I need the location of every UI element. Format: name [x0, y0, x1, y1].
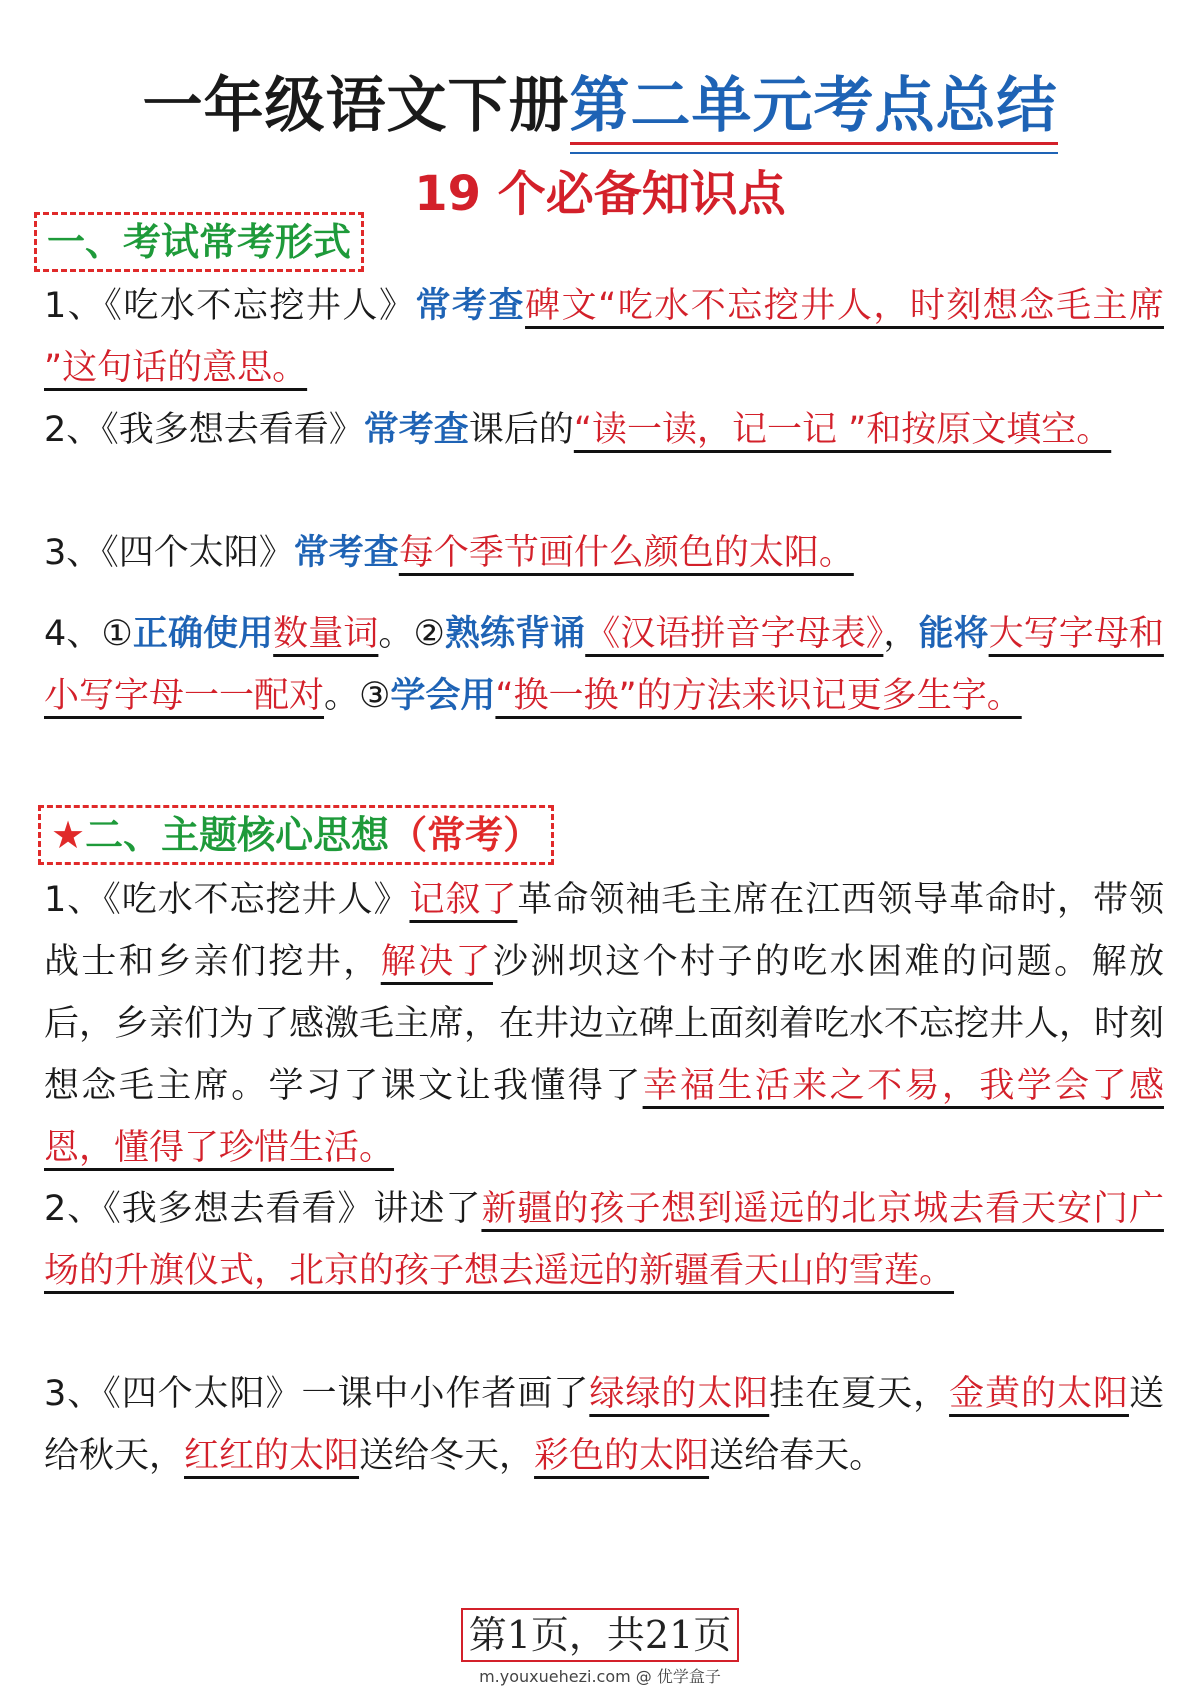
item-text: 送给秋天， [44, 1374, 1164, 1476]
item-text: 送给冬天， [359, 1436, 535, 1476]
item-text: 《吃水不忘挖井人》 [103, 880, 410, 920]
section1-item-2 [44, 399, 1164, 461]
item-answer: 彩色的太阳 [534, 1436, 710, 1476]
item-keyword: 正确使用 [132, 614, 274, 654]
item-answer: 绿绿的太阳 [589, 1374, 770, 1414]
title-part1: 一年级语文下册 [142, 71, 570, 141]
section1-heading [34, 212, 364, 272]
star-icon: ★ [51, 813, 86, 857]
item-answer: 红红的太阳 [184, 1436, 360, 1476]
section2-item-1 [44, 869, 1164, 1179]
item-text: 《吃水不忘挖井人》 [104, 286, 416, 326]
section2-heading-text: 二、主题核心思想 [85, 813, 390, 857]
item-keyword: 熟练背诵 [444, 614, 586, 654]
item-text: 《我多想去看看》 [101, 410, 364, 450]
item-keyword: 能将 [918, 614, 989, 654]
item-num: 2、 [44, 410, 102, 450]
item-num: 1、 [44, 880, 104, 920]
page-number: 第1页，共21页 [461, 1608, 740, 1662]
item-keyword: 学会用 [390, 676, 496, 716]
item-text: 送给春天。 [709, 1436, 885, 1476]
item-num: 2、 [44, 1189, 104, 1229]
item-text: 课后的 [468, 410, 574, 450]
item-keyword: 常考查 [363, 410, 469, 450]
page-footer [0, 1608, 1200, 1662]
section2-item-2 [44, 1178, 1164, 1302]
item-answer: 新疆的孩子想到遥远的北京城去看天安门广场的升旗仪式，北京的孩子想去遥远的新疆看天山的雪莲。 [44, 1189, 1164, 1291]
item-num: 4、 [44, 614, 102, 654]
item-text: 革命领袖毛主席在江西领导革命时，带领战士和乡亲们挖井， [44, 880, 1164, 982]
item-text: 。③ [324, 676, 391, 716]
item-answer: 大写字母和小写字母一一配对 [44, 614, 1164, 716]
section2-heading [38, 805, 554, 865]
item-answer: 解决了 [380, 942, 493, 982]
item-answer: 记叙了 [409, 880, 518, 920]
site-watermark: m.youxuehezi.com @ 优学盒子 [479, 1667, 721, 1686]
item-text: 《我多想去看看》讲述了 [103, 1189, 482, 1229]
item-text: 《四个太阳》一课中小作者画了 [103, 1374, 590, 1414]
item-text: 挂在夏天， [769, 1374, 950, 1414]
section1-heading-text: 一、考试常考形式 [47, 220, 352, 264]
item-text: 。② [378, 614, 445, 654]
item-answer: 碑文“吃水不忘挖井人，时刻想念毛主席 ”这句话的意思。 [44, 286, 1164, 388]
section2-item-3 [44, 1363, 1164, 1487]
section1-item-1 [44, 275, 1164, 399]
item-answer: 金黄的太阳 [949, 1374, 1129, 1414]
section2-heading-note: （常考） [389, 813, 542, 857]
item-answer: 幸福生活来之不易，我学会了感恩，懂得了珍惜生活。 [44, 1066, 1164, 1168]
item-answer: 《汉语拼音字母表》 [585, 614, 884, 654]
item-answer: 每个季节画什么颜色的太阳。 [398, 533, 854, 573]
section1-item-4 [44, 603, 1164, 727]
section1-item-3 [44, 522, 1164, 584]
page-title [0, 58, 1200, 144]
item-num: 3、 [44, 533, 102, 573]
page-subtitle: 19 个必备知识点 [414, 166, 786, 222]
item-keyword: 常考查 [293, 533, 399, 573]
item-keyword: 常考查 [415, 286, 526, 326]
item-answer: 数量词 [273, 614, 379, 654]
item-answer: “读一读，记一记 ”和按原文填空。 [573, 410, 1112, 450]
item-num: 3、 [44, 1374, 104, 1414]
item-answer: “换一换”的方法来识记更多生字。 [495, 676, 1022, 716]
item-text: 沙洲坝这个村子的吃水困难的问题。解放后，乡亲们为了感激毛主席，在井边立碑上面刻着吃水不忘挖井人，时刻想念毛主席。学习了课文让我懂得了 [44, 942, 1165, 1106]
item-text: ① [101, 614, 133, 654]
item-text: ， [883, 614, 919, 654]
item-num: 1、 [44, 286, 105, 326]
item-text: 《四个太阳》 [101, 533, 294, 573]
title-part2: 第二单元考点总结 [570, 58, 1058, 144]
